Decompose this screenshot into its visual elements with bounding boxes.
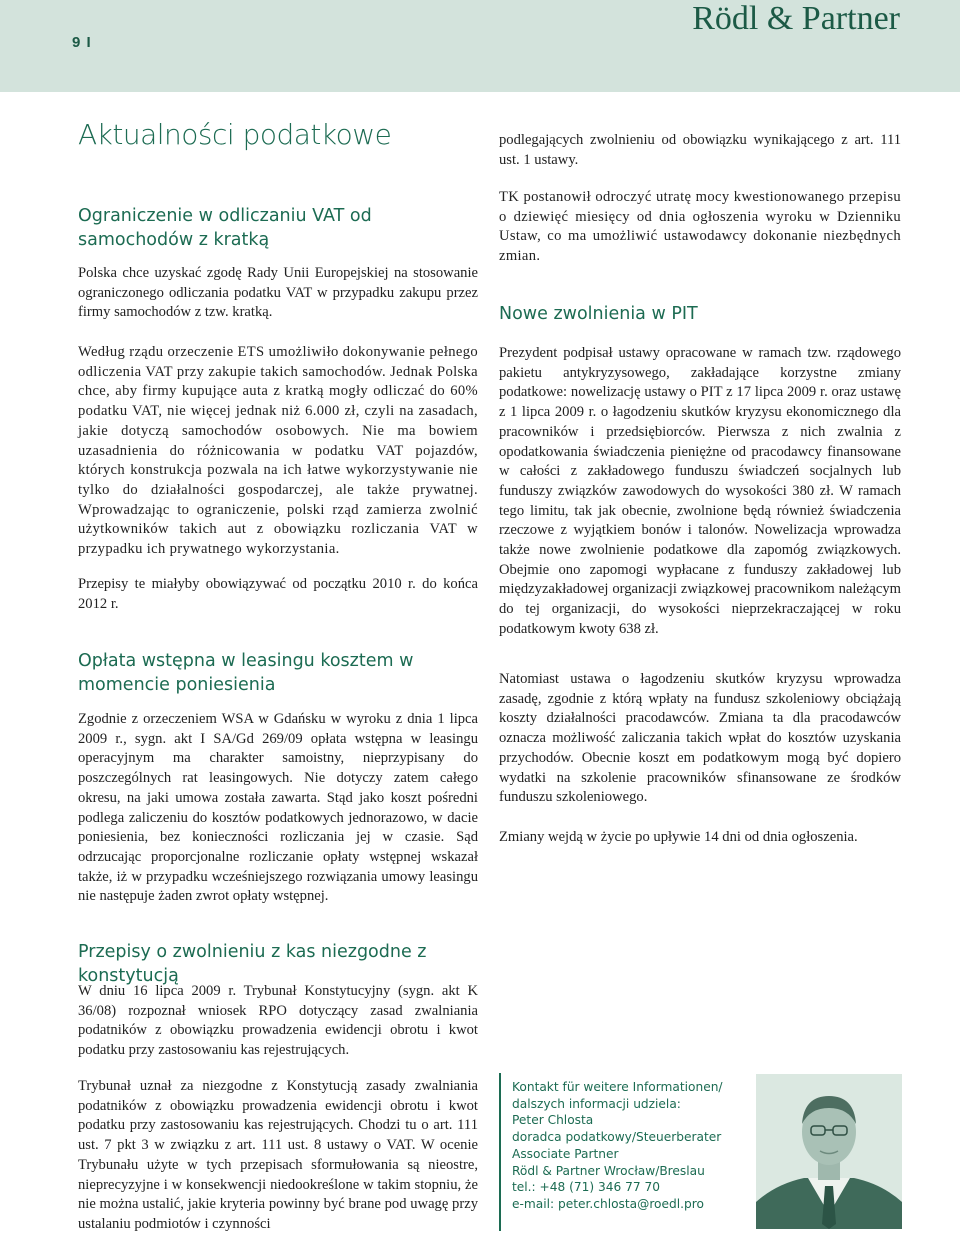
paragraph-pit-2: Natomiast ustawa o łagodzeniu skutków kryzysu wprowadza zasadę, zgodnie z którą wpłaty na fundusz szkoleniowy obciążają koszty działalności pracodawców. Zmiana ta dla pracodawców oznacza możliwość zaliczania takich wpłat do kosztów uzyskania przychodów. Obecnie koszt em podatkowym mogą być dopiero wydatki na szkolenie pracowników sfinansowane ze środków funduszu szkoleniowego. xyxy=(499,671,901,806)
contact-line-1: Kontakt für weitere Informationen/ xyxy=(512,1080,723,1094)
paragraph-kasy-1: W dniu 16 lipca 2009 r. Trybunał Konstytucyjny (sygn. akt K 36/08) rozpoznał wniosek RPO dotyczący zasad zwalniania podatników z obowiązku prowadzenia ewidencji obrotu i kwot podatku przy zastosowaniu kas rejestrujących. xyxy=(78,983,478,1059)
section-heading-kasy: Przepisy o zwolnieniu z kas niezgodne z konstytucją xyxy=(78,942,427,986)
contact-title: Associate Partner xyxy=(512,1146,619,1161)
section-heading-vat: Ograniczenie w odliczaniu VAT od samochodów z kratką xyxy=(78,206,372,250)
paragraph-pit-3: Zmiany wejdą w życie po upływie 14 dni od dnia ogłoszenia. xyxy=(499,829,858,845)
contact-line-2: dalszych informacji udziela: xyxy=(512,1096,681,1111)
paragraph-vat-period: Przepisy te miałyby obowiązywać od początku 2010 r. do końca 2012 r. xyxy=(78,576,478,612)
section-heading-pit: Nowe zwolnienia w PIT xyxy=(499,304,698,324)
contact-accent-bar xyxy=(499,1073,501,1231)
paragraph-leasing: Zgodnie z orzeczeniem WSA w Gdańsku w wyroku z dnia 1 lipca 2009 r., sygn. akt I SA/Gd 269/09 opłata wstępna w leasingu operacyjnym ma charakter samoistny, nieprzypisany do poszczególnych rat leasingowych. Nie dotyczy zatem całego okresu, na jaki umowa została zawarta. Stąd jako koszt pośredni podlega zaliczeniu do kosztów podatkowych jednorazowo, w dacie poniesienia, bez konieczności rozliczania jej w czasie. Sąd odrzucając proporcjonalne rozliczanie opłaty wstępnej wskazał także, iż w przypadku wcześniejszego rozwiązania umowy leasingu nie następuje żaden zwrot opłaty wstępnej. xyxy=(78,711,478,905)
paragraph-tk-decision: TK postanowił odroczyć utratę mocy kwestionowanego przepisu o dziewięć miesięcy od dnia ogłoszenia wyroku w Dzienniku Ustaw, co ma umożliwić ustawodawcy dokonanie niezbędnych zmian. xyxy=(499,189,901,265)
paragraph-kasy-2: Trybunał uznał za niezgodne z Konstytucją zasady zwalniania podatników z obowiązku prowadzenia ewidencji obrotu i kwot podatku przy zastosowaniu kas rejestrujących. Chodzi tu o art. 111 ust. 7 pkt 3 w związku z art. 111 ust. 8 ustawy o VAT. W ocenie Trybunału użyte w tych przepisach sformułowania są nieostre, nieprecyzyjne i w konsekwencji niedookreślone w takim stopniu, że nie można ustalić, jakie kryteria powinny być brane pod uwagę przy ustalaniu podmiotów i czynności xyxy=(78,1078,478,1232)
paragraph-vat-details: Według rządu orzeczenie ETS umożliwiło dokonywanie pełnego odliczenia VAT przy zakupie takich samochodów. Jednak Polska chce, aby firmy kupujące auta z kratką mogły odliczać do 60% podatku VAT, nie więcej jednak niż 6.000 zł, czyli na zasadach, jakie dotyczą samochodów osobowych. Nie ma bowiem uzasadnienia do różnicowania w podatku VAT pojazdów, których konstrukcja pozwala na ich łatwe wykorzystywanie nie tylko do działalności gospodarczej, ale także prywatnej. Wprowadzając to ograniczenie, polski rząd zamierza zwolnić użytkowników takich aut z obowiązku rozliczania VAT w przypadku ich prywatnego wykorzystania. xyxy=(78,344,478,558)
paragraph-pit-1: Prezydent podpisał ustawy opracowane w ramach tzw. rządowego pakietu antykryzysowego, zakładające korzystne zmiany podatkowe: nowelizację ustawy o PIT z 17 lipca 2009 r. oraz ustawę z 1 lipca 2009 r. o łagodzeniu skutków kryzysu ekonomicznego dla pracowników i przedsiębiorców. Pierwsza z nich zwalnia z opodatkowania świadczenia pieniężne od pracodawcy finansowane w całości z zakładowego funduszu świadczeń socjalnych lub funduszy związków zawodowych do wysokości 380 zł. W ramach tego limitu, tak jak obecnie, zwolnione będą również świadczenia rzeczowe z wyjątkiem bonów i talonów. Nowelizacja wprowadza także nowe zwolnienie podatkowe dla zapomóg związkowych. Obejmie ono zapomogi wypłacane z funduszy zakładowej lub międzyzakładowej organizacji związkowej pracownikom należącym do tej organizacji, do wysokości nieprzekraczającej w roku podatkowym kwoty 638 zł. xyxy=(499,345,901,637)
contact-box xyxy=(512,1079,752,1213)
contact-role: doradca podatkowy/Steuerberater xyxy=(512,1130,722,1145)
paragraph-vat-intro: Polska chce uzyskać zgodę Rady Unii Europejskiej na stosowanie ograniczonego odliczania podatku VAT w przypadku zakupu przez firmy samochodów z tzw. kratką. xyxy=(78,265,478,321)
brand-logo-text: Rödl & Partner xyxy=(692,0,900,37)
portrait-photo xyxy=(756,1074,902,1229)
page-number: 9 I xyxy=(72,34,92,51)
paragraph-kasy-continued: podlegających zwolnieniu od obowiązku wynikającego z art. 111 ust. 1 ustawy. xyxy=(499,132,901,168)
portrait-illustration xyxy=(756,1074,902,1229)
section-heading-leasing: Opłata wstępna w leasingu kosztem w momencie poniesienia xyxy=(78,651,414,695)
contact-name: Peter Chlosta xyxy=(512,1113,594,1128)
contact-phone: tel.: +48 (71) 346 77 70 xyxy=(512,1180,661,1195)
page-title: Aktualności podatkowe xyxy=(78,118,392,151)
contact-office: Rödl & Partner Wrocław/Breslau xyxy=(512,1163,705,1178)
header-band xyxy=(0,0,960,92)
contact-email[interactable]: e-mail: peter.chlosta@roedl.pro xyxy=(512,1196,704,1211)
